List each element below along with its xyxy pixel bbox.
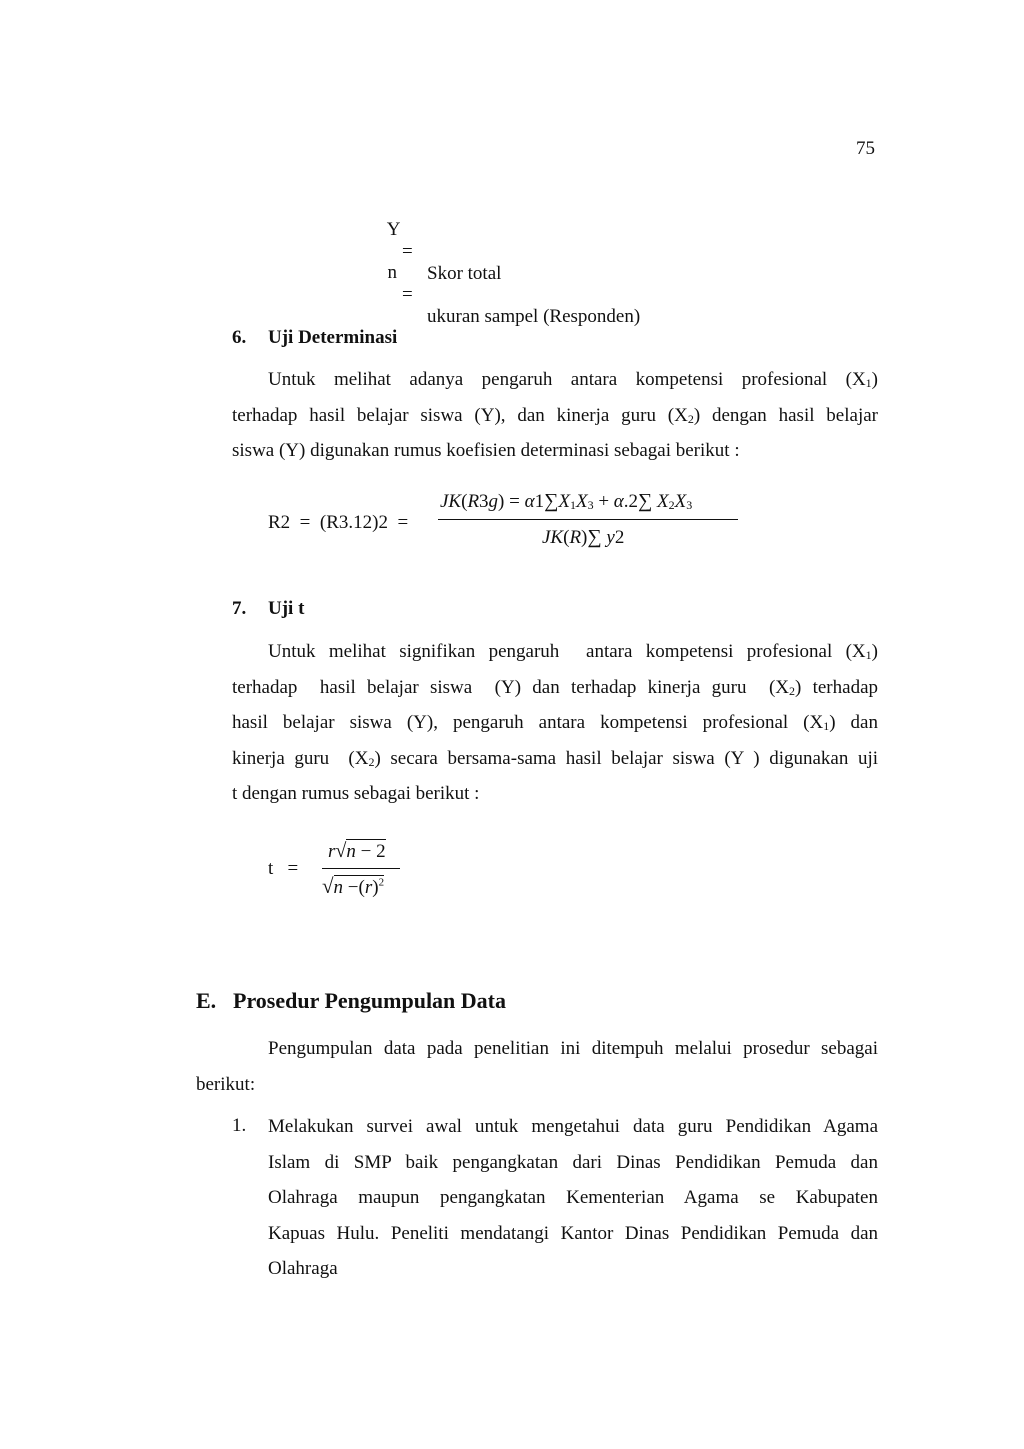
page-number: 75: [856, 138, 875, 159]
list-item-line: Kapuas Hulu. Peneliti mendatangi Kantor Dinas Pendidikan Pemuda dan: [268, 1222, 878, 1244]
formula-r2-lhs: R2 = (R3.12)2 =: [268, 512, 409, 533]
paragraph-line: Untuk melihat adanya pengaruh antara kompetensi profesional $(X_1)$: [268, 369, 878, 390]
section-number: 6.: [232, 327, 247, 348]
definition-equals: =: [402, 241, 413, 262]
section-title: Uji Determinasi: [268, 327, 398, 348]
formula-r2-fraction-bar: [438, 519, 738, 520]
formula-t-lhs: t =: [268, 858, 299, 879]
section-number: 7.: [232, 598, 247, 619]
list-item-line: Melakukan survei awal untuk mengetahui data guru Pendidikan Agama: [268, 1116, 878, 1137]
list-item-line: Olahraga: [268, 1258, 338, 1279]
formula-t-fraction-bar: [322, 868, 400, 869]
paragraph-line: hasil belajar siswa (Y), pengaruh antara kompetensi profesional $(X_1)$ dan: [232, 712, 878, 733]
section-7-heading: [232, 598, 632, 622]
definition-symbol: Y: [386, 219, 401, 240]
definition-equals: =: [402, 284, 413, 305]
definition-text: ukuran sampel (Responden): [427, 306, 641, 327]
section-e-heading: [196, 988, 507, 1014]
section-e-intro: [196, 1031, 878, 1102]
paragraph-line: Untuk melihat signifikan pengaruh antara kompetensi profesional $(X_1)$: [268, 641, 878, 662]
paragraph-line: terhadap hasil belajar siswa (Y), dan kinerja guru $(X_2)$ dengan hasil belajar: [232, 404, 878, 426]
paragraph-line: siswa (Y) digunakan rumus koefisien determinasi sebagai berikut :: [232, 440, 740, 461]
list-item-line: Islam di SMP baik pengangkatan dari Dinas Pendidikan Pemuda dan: [268, 1151, 878, 1173]
section-6-paragraph: [232, 362, 878, 469]
formula-t-numerator: r√n − 2: [328, 840, 386, 862]
definition-text: Skor total: [427, 263, 502, 284]
section-title: Uji t: [268, 598, 305, 619]
list-item: [268, 1109, 878, 1287]
section-title: Prosedur Pengumpulan Data: [233, 988, 507, 1013]
section-6-heading: [232, 327, 632, 351]
formula-t-denominator: $√n -(r)^2$: [322, 874, 385, 898]
definition-symbol: n: [387, 262, 397, 283]
section-7-paragraph: [232, 634, 878, 812]
paragraph-line: kinerja guru $(X_2)$ secara bersama-sama hasil belajar siswa (Y ) digunakan uji: [232, 747, 879, 769]
formula-r2-denominator: JK(R)∑ y2: [542, 526, 625, 548]
list-item-number: 1.: [232, 1115, 247, 1136]
paragraph-line: t dengan rumus sebagai berikut :: [232, 783, 480, 804]
formula-r2-numerator: $JK(R3g) = \alpha 1\sum X_1X_3 + \alpha.2\sum$ $X_2X_3$: [440, 490, 693, 512]
paragraph-line: berikut:: [196, 1073, 256, 1095]
section-letter: E.: [196, 988, 217, 1013]
paragraph-line: Pengumpulan data pada penelitian ini ditempuh melalui prosedur sebagai: [268, 1038, 878, 1059]
paragraph-line: terhadap hasil belajar siswa (Y) dan terhadap kinerja guru $(X_2)$ terhadap: [232, 676, 878, 698]
list-item-line: Olahraga maupun pengangkatan Kementerian Agama se Kabupaten: [268, 1187, 878, 1208]
